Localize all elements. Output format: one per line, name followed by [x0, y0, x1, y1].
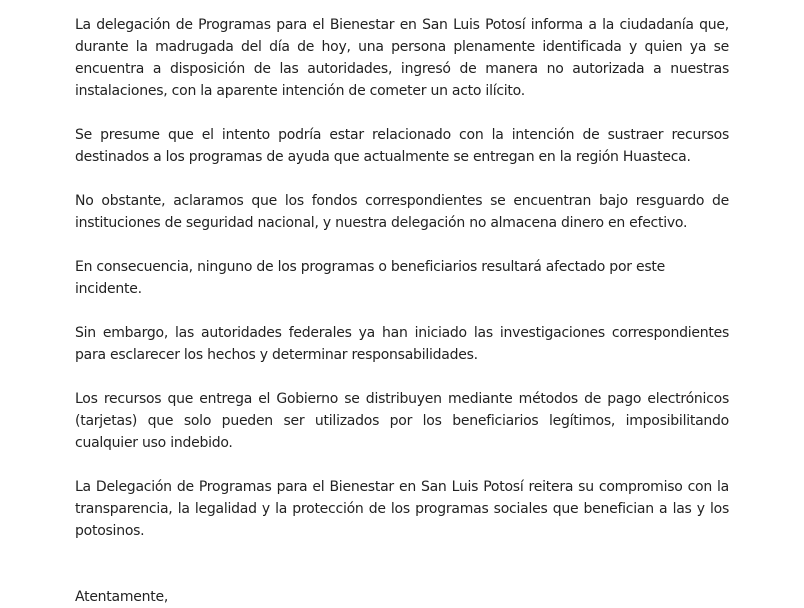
document-body — [75, 14, 729, 608]
paragraph-funds-safeguard: No obstante, aclaramos que los fondos correspondientes se encuentran bajo resguardo de instituciones de seguridad nacional, y nuestra delegación no almacena dinero en efectivo. — [75, 193, 729, 231]
paragraph-commitment: La Delegación de Programas para el Bienestar en San Luis Potosí reitera su compromiso con la transparencia, la legalidad y la protección de los programas sociales que benefician a las y los potosinos. — [75, 479, 729, 539]
paragraph-no-impact: En consecuencia, ninguno de los programas o beneficiarios resultará afectado por este incidente. — [75, 259, 665, 297]
closing-salutation: Atentamente, — [75, 589, 169, 605]
paragraph-intro: La delegación de Programas para el Bienestar en San Luis Potosí informa a la ciudadanía que, durante la madrugada del día de hoy, una persona plenamente identificada y quien ya se encuentra a disposición de las autoridades, ingresó de manera no autorizada a nuestras instalaciones, con la aparente intención de cometer un acto ilícito. — [75, 17, 729, 99]
paragraph-electronic-payments: Los recursos que entrega el Gobierno se distribuyen mediante métodos de pago electrónicos (tarjetas) que solo pueden ser utilizados por los beneficiarios legítimos, imposibilitando cualquier uso indebido. — [75, 391, 729, 451]
paragraph-presumption: Se presume que el intento podría estar relacionado con la intención de sustraer recursos destinados a los programas de ayuda que actualmente se entregan en la región Huasteca. — [75, 127, 729, 165]
paragraph-investigation: Sin embargo, las autoridades federales ya han iniciado las investigaciones correspondientes para esclarecer los hechos y determinar responsabilidades. — [75, 325, 729, 363]
